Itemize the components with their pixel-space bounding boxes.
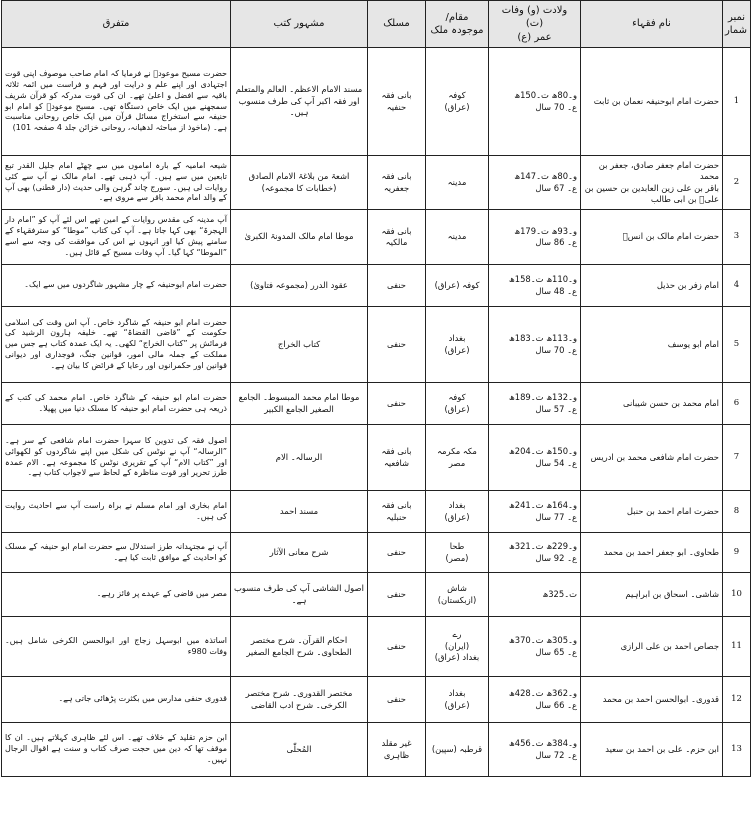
scholar-name-line: حضرت امام احمد بن حنبل [626,505,719,516]
row-number: 3 [723,210,751,265]
school-of-thought: غیر مقلد ظاہری [368,723,426,777]
date-line: و۔110ھ ت۔158ھ [508,274,577,285]
birth-death-age [489,723,581,777]
school-of-thought: بانی فقہ شافعیہ [368,425,426,491]
place-line: مکہ مکرمہ مصر [437,446,477,468]
date-line: و۔305ھ ت۔370ھ [508,635,577,646]
place-line: (عراق) [444,101,470,112]
notes [2,307,231,383]
notes [2,383,231,425]
table-row [2,156,751,210]
place-line: مدینہ [447,231,467,242]
notes [2,723,231,777]
place [426,723,489,777]
date-line: ت۔325ھ [542,588,577,599]
notes [2,491,231,533]
row-number: 13 [723,723,751,777]
scholar-name-line: قدوری۔ ابوالحسن احمد بن محمد [602,693,719,704]
row-number: 7 [723,425,751,491]
school-of-thought: حنفی [368,307,426,383]
notes-text: آپ مدینہ کی مقدس روایات کے امین تھے اس لئے آپ کو ”امام دار الہجرۃ“ بھی کہا جاتا ہے۔ آپ کی کتاب ”موطا“ کو سترفقہاء کے سامنے پیش کیا اور انہوں نے اس کی موافقت کی وجہ سے اسے ”الموطا“ کہا گیا۔ آپ وفات مسیح کے قائل ہیں۔ [5,215,227,257]
place-line: کوفہ [448,90,466,101]
school-of-thought: بانی فقہ جعفریہ [368,156,426,210]
header-place-line: مقام/ [445,11,469,23]
scholar-name-line: جصاص احمد بن علی الرازی [620,640,719,651]
row-number: 2 [723,156,751,210]
notes-text: قدوری حنفی مدارس میں بکثرت پڑھائی جاتی ہے۔ [58,694,227,704]
date-line: ع۔ 77 سال [535,511,577,522]
row-number: 4 [723,265,751,307]
notes-text: آپ نے مجتہدانہ طرز استدلال سے حضرت امام ابو حنیفہ کے مسلک کو احادیث کے موافق ثابت کیا ہے۔ [5,541,227,562]
scholar-name [581,617,723,677]
place [426,383,489,425]
place-line: قرطبہ (سپین) [431,743,483,754]
row-number: 1 [723,48,751,156]
scholar-name [581,383,723,425]
scholar-name-line: حضرت امام مالک بن انسؒ [622,231,719,242]
date-line: و۔113ھ ت۔183ھ [508,333,577,344]
header-school: مسلک [368,1,426,48]
notes-text: مصر میں قاضی کے عہدے پر فائز رہے۔ [96,589,227,599]
scholar-name-line: امام زفر بن حذیل [656,279,719,290]
famous-books: شرح معانی الآثار [231,533,368,573]
place-line: بغداد [448,688,466,699]
date-line: ع۔ 65 سال [535,646,577,657]
scholar-name-line: ابن حزم۔ علی بن احمد بن سعید [605,743,719,754]
notes [2,48,231,156]
place-line: رے [452,629,462,640]
notes [2,677,231,723]
school-of-thought: بانی فقہ حنفیہ [368,48,426,156]
date-line: ع۔ 92 سال [535,552,577,563]
famous-books: مختصر القدوری۔ شرح مختصر الکرخی۔ شرح ادب القاضی [231,677,368,723]
header-dates-line: عمر (ع) [517,31,552,43]
place [426,573,489,617]
notes [2,156,231,210]
famous-books: المُحلّٰی [231,723,368,777]
school-of-thought: حنفی [368,573,426,617]
row-number: 6 [723,383,751,425]
place-line: (ایران) [444,640,470,651]
birth-death-age [489,307,581,383]
notes-text: اساتذہ میں ابوسہل زجاج اور ابوالحسن الکرخی شامل ہیں۔ وفات 980ء [5,635,227,656]
place [426,210,489,265]
scholar-name-line: امام محمد بن حسن شیبانی [623,397,719,408]
birth-death-age [489,48,581,156]
birth-death-age [489,265,581,307]
notes [2,617,231,677]
notes-text: حضرت امام ابو حنیفہ کے شاگرد خاص۔ امام محمد کی کتب کے ذریعہ ہی حضرت امام ابو حنیفہ کا مسلک دنیا میں پھیلا۔ [5,392,227,413]
date-line: و۔362ھ ت۔428ھ [508,688,577,699]
place-line: کوفہ (عراق) [434,279,480,290]
header-dates [489,1,581,48]
place-line: بغداد [448,500,466,511]
notes [2,533,231,573]
fiqh-scholars-table [1,0,751,777]
date-line: و۔384ھ ت۔456ھ [508,738,577,749]
famous-books: عقود الدرر (مجموعہ فتاویٰ) [231,265,368,307]
row-number: 9 [723,533,751,573]
place-line: مدینہ [447,176,467,187]
row-number: 12 [723,677,751,723]
school-of-thought: حنفی [368,617,426,677]
place [426,617,489,677]
place-line: (عراق) [444,511,470,522]
school-of-thought: بانی فقہ حنبلیہ [368,491,426,533]
place-line: شاش [447,583,467,594]
table-row [2,265,751,307]
school-of-thought: حنفی [368,383,426,425]
birth-death-age [489,677,581,723]
date-line: ع۔ 72 سال [535,749,577,760]
famous-books: اصول الشاشی آپ کی طرف منسوب ہے۔ [231,573,368,617]
school-of-thought: حنفی [368,265,426,307]
header-dates-line: ولادت (و) وفات (ت) [501,4,568,30]
scholar-name [581,491,723,533]
place [426,533,489,573]
date-line: و۔93ھ ت۔179ھ [514,225,577,236]
place [426,677,489,723]
school-of-thought: حنفی [368,677,426,723]
table-row [2,533,751,573]
header-place [426,1,489,48]
table-row [2,48,751,156]
date-line: و۔164ھ ت۔241ھ [508,500,577,511]
place [426,307,489,383]
table-row [2,383,751,425]
notes [2,265,231,307]
scholar-name [581,307,723,383]
birth-death-age [489,210,581,265]
notes-text: اصول فقہ کی تدوین کا سہرا حضرت امام شافعی کے سر ہے۔ ”الرسالہ“ آپ نے نوٹس کی شکل میں اپنے شاگردوں کو لکھوائی اور ”کتاب الام“ آپ کے تقریری نوٹس کا مجموعہ ہے۔ الام عمدہ طرز تحریر اور قوت مناظرہ کے لحاظ سے لاجواب کتاب ہے۔ [5,435,227,478]
famous-books: اشعۃ من بلاغۃ الامام الصادق (خطابات کا مجموعہ) [231,156,368,210]
famous-books: موطا امام مالک المدونۃ الکبریٰ [231,210,368,265]
date-line: و۔229ھ ت۔321ھ [508,541,577,552]
header-number: نمبر شمار [723,1,751,48]
famous-books: مسند الامام الاعظم۔ العالم والمتعلم اور فقہ اکبر آپ کی طرف منسوب ہیں۔ [231,48,368,156]
notes-text: امام بخاری اور امام مسلم نے براہ راست آپ سے احادیث روایت کی ہیں۔ [5,500,227,521]
date-line: و۔80ھ ت۔147ھ [514,171,577,182]
famous-books: کتاب الخراج [231,307,368,383]
notes-reference: (ماخوذ از مباحثہ لدھیانہ، روحانی خزائن جلد 4 صفحہ 101) [12,123,211,133]
header-place-line: موجودہ ملک [430,25,484,36]
place [426,265,489,307]
date-line: ع۔ 54 سال [535,457,577,468]
scholar-name [581,723,723,777]
place-line: کوفہ [448,392,466,403]
scholar-name [581,265,723,307]
birth-death-age [489,491,581,533]
scholar-name-line: حضرت امام جعفر صادق، جعفر بن محمد [598,159,719,182]
date-line: ع۔ 48 سال [535,285,577,296]
birth-death-age [489,383,581,425]
scholar-name [581,573,723,617]
school-of-thought: حنفی [368,533,426,573]
notes-text: شیعہ امامیہ کے بارہ اماموں میں سے چھٹے امام جلیل القدر تبع تابعین میں سے ہیں۔ آپ ذہبی تھے۔ امام مالک نے آپ سے کئی روایات لی ہیں۔ سورج چاند گرہن والی حدیث (دار قطنی) بھی آپ کے والد امام محمد باقر سے مروی ہے۔ [5,160,227,203]
place-line: (ازبکستان) [437,594,477,605]
place-line: بغداد [448,333,466,344]
date-line: ع۔ 86 سال [535,237,577,247]
row-number: 8 [723,491,751,533]
birth-death-age [489,617,581,677]
row-number: 10 [723,573,751,617]
place-line: (مصر) [445,552,469,563]
notes [2,573,231,617]
header-name: نام فقہاء [581,1,723,48]
birth-death-age [489,533,581,573]
place-line: بغداد (عراق) [434,652,480,663]
scholar-name [581,425,723,491]
date-line: و۔132ھ ت۔189ھ [508,392,577,403]
table-row [2,491,751,533]
row-number: 5 [723,307,751,383]
date-line: ع۔ 66 سال [535,699,577,710]
place [426,491,489,533]
notes-text: ابن حزم تقلید کے خلاف تھے۔ اس لئے ظاہری کہلاتے ہیں۔ ان کا موقف تھا کہ دین میں حجت صرف کتاب و سنت ہے اقوال الرجال نہیں۔ [5,733,227,764]
famous-books: احکام القرآن۔ شرح مختصر الطحاوی۔ شرح الجامع الصغیر [231,617,368,677]
scholar-name [581,533,723,573]
famous-books: الرسالہ۔ الام [231,425,368,491]
school-of-thought: بانی فقہ مالکیہ [368,210,426,265]
table-row [2,723,751,777]
table-header-row [2,1,751,48]
table-row [2,425,751,491]
scholar-name [581,156,723,210]
date-line: ع۔ 67 سال [535,182,577,193]
table-row [2,573,751,617]
notes-text: حضرت امام ابو حنیفہ کے شاگرد خاص۔ آپ اس وقت کی اسلامی حکومت کے ”قاضی القضاۃ“ تھے۔ خلیفہ ہارون الرشید کی فرمائش پر ”کتاب الخراج“ لکھی۔ یہ ایک عمدہ کتاب ہے جس میں مملکت کے جملہ مالی امور، قوانین جنگ، فوجداری اور دیوانی قوانین اور حکمرانوں اور رعایا کے فرائض کا بیان ہے۔ [5,317,227,370]
scholar-name [581,210,723,265]
place [426,156,489,210]
place [426,425,489,491]
scholar-name-line: طحاوی۔ ابو جعفر احمد بن محمد [603,546,719,557]
table-row [2,307,751,383]
notes [2,210,231,265]
notes-text: حضرت امام ابوحنیفہ کے چار مشہور شاگردوں میں سے ایک۔ [24,280,227,290]
notes-text: حضرت مسیح موعودؑ نے فرمایا کہ امام صاحب موصوف اپنی قوت اجتہادی اور اپنے علم و درایت اور فہم و فراست میں ائمہ ثلاثہ باقیہ سے افضل و اعلیٰ تھے۔ ان کی قوت مدرکہ کو قرآن شریف سمجھنے میں ایک خاص دستگاہ تھی۔ مسیح موعودؑ کو امام ابو حنیفہ سے استخراج مسائل قرآن میں ایک خاص روحانی مناسبت ہے۔ [5,69,227,133]
birth-death-age [489,425,581,491]
date-line: و۔80ھ ت۔150ھ [514,90,577,101]
famous-books: موطا امام محمد المبسوط۔ الجامع الصغیر الجامع الکبیر [231,383,368,425]
famous-books: مسند احمد [231,491,368,533]
date-line: و۔150ھ ت۔204ھ [508,446,577,457]
table-row [2,617,751,677]
place-line: (عراق) [444,344,470,355]
date-line: ع۔ 57 سال [535,403,577,414]
table-row [2,677,751,723]
scholar-name-line: امام ابو یوسف [667,338,719,349]
place-line: طحا [449,541,465,552]
scholar-name [581,48,723,156]
scholar-name-line: حضرت امام ابوحنیفہ نعمان بن ثابت [593,95,719,106]
scholar-name-line: باقر بن علی زین العابدین بن حسین بن [584,182,719,193]
scholar-name [581,677,723,723]
table-row [2,210,751,265]
scholar-name-line: شاشی۔ اسحاق بن ابراہیم [625,588,719,599]
scholar-name-line: علیؓ بن ابی طالب [650,193,719,204]
date-line: ع۔ 70 سال [535,344,577,355]
header-notes: متفرق [2,1,231,48]
notes [2,425,231,491]
birth-death-age [489,573,581,617]
header-books: مشہور کتب [231,1,368,48]
scholar-name-line: حضرت امام شافعی محمد بن ادریس [590,451,719,462]
place-line: (عراق) [444,699,470,710]
place [426,48,489,156]
birth-death-age [489,156,581,210]
place-line: (عراق) [444,403,470,414]
date-line: ع۔ 70 سال [535,101,577,112]
row-number: 11 [723,617,751,677]
